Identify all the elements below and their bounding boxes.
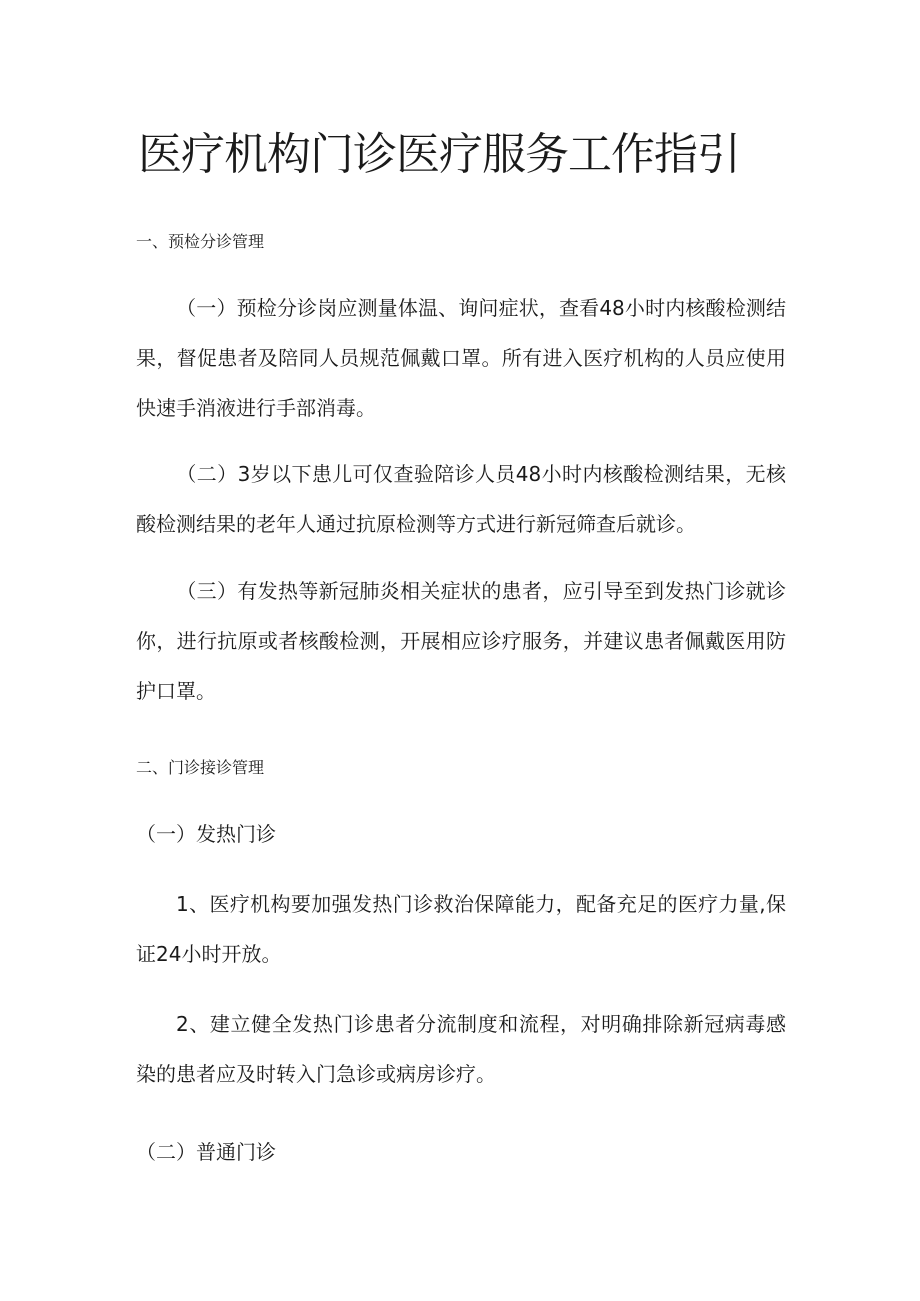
paragraph-triage-2 (136, 449, 786, 549)
paragraph-text: 2、建立健全发热门诊患者分流制度和流程，对明确排除新冠病毒感染的患者应及时转入门急诊或病房诊疗。 (136, 1012, 786, 1086)
paragraph-text: （一）预检分诊岗应测量体温、询问症状，查看48小时内核酸检测结果，督促患者及陪同人员规范佩戴口罩。所有进入医疗机构的人员应使用快速手消液进行手部消毒。 (136, 296, 786, 420)
paragraph-text: 1、医疗机构要加强发热门诊救治保障能力，配备充足的医疗力量,保证24小时开放。 (136, 892, 786, 966)
paragraph-text: （三）有发热等新冠肺炎相关症状的患者，应引导至到发热门诊就诊你，进行抗原或者核酸检测，开展相应诊疗服务，并建议患者佩戴医用防护口罩。 (136, 579, 786, 703)
section-heading-triage: 一、预检分诊管理 (136, 232, 265, 251)
paragraph-text: （二）3岁以下患儿可仅查验陪诊人员48小时内核酸检测结果，无核酸检测结果的老年人通过抗原检测等方式进行新冠筛查后就诊。 (136, 462, 786, 536)
document-title: 医疗机构门诊医疗服务工作指引 (138, 129, 740, 180)
paragraph-fever-clinic-1 (136, 879, 786, 979)
paragraph-triage-1 (136, 283, 786, 433)
subsection-heading-general-clinic: （二）普通门诊 (136, 1140, 276, 1164)
section-heading-reception: 二、门诊接诊管理 (136, 758, 265, 777)
paragraph-triage-3 (136, 566, 786, 716)
paragraph-fever-clinic-2 (136, 999, 786, 1099)
subsection-heading-fever-clinic: （一）发热门诊 (136, 822, 276, 846)
